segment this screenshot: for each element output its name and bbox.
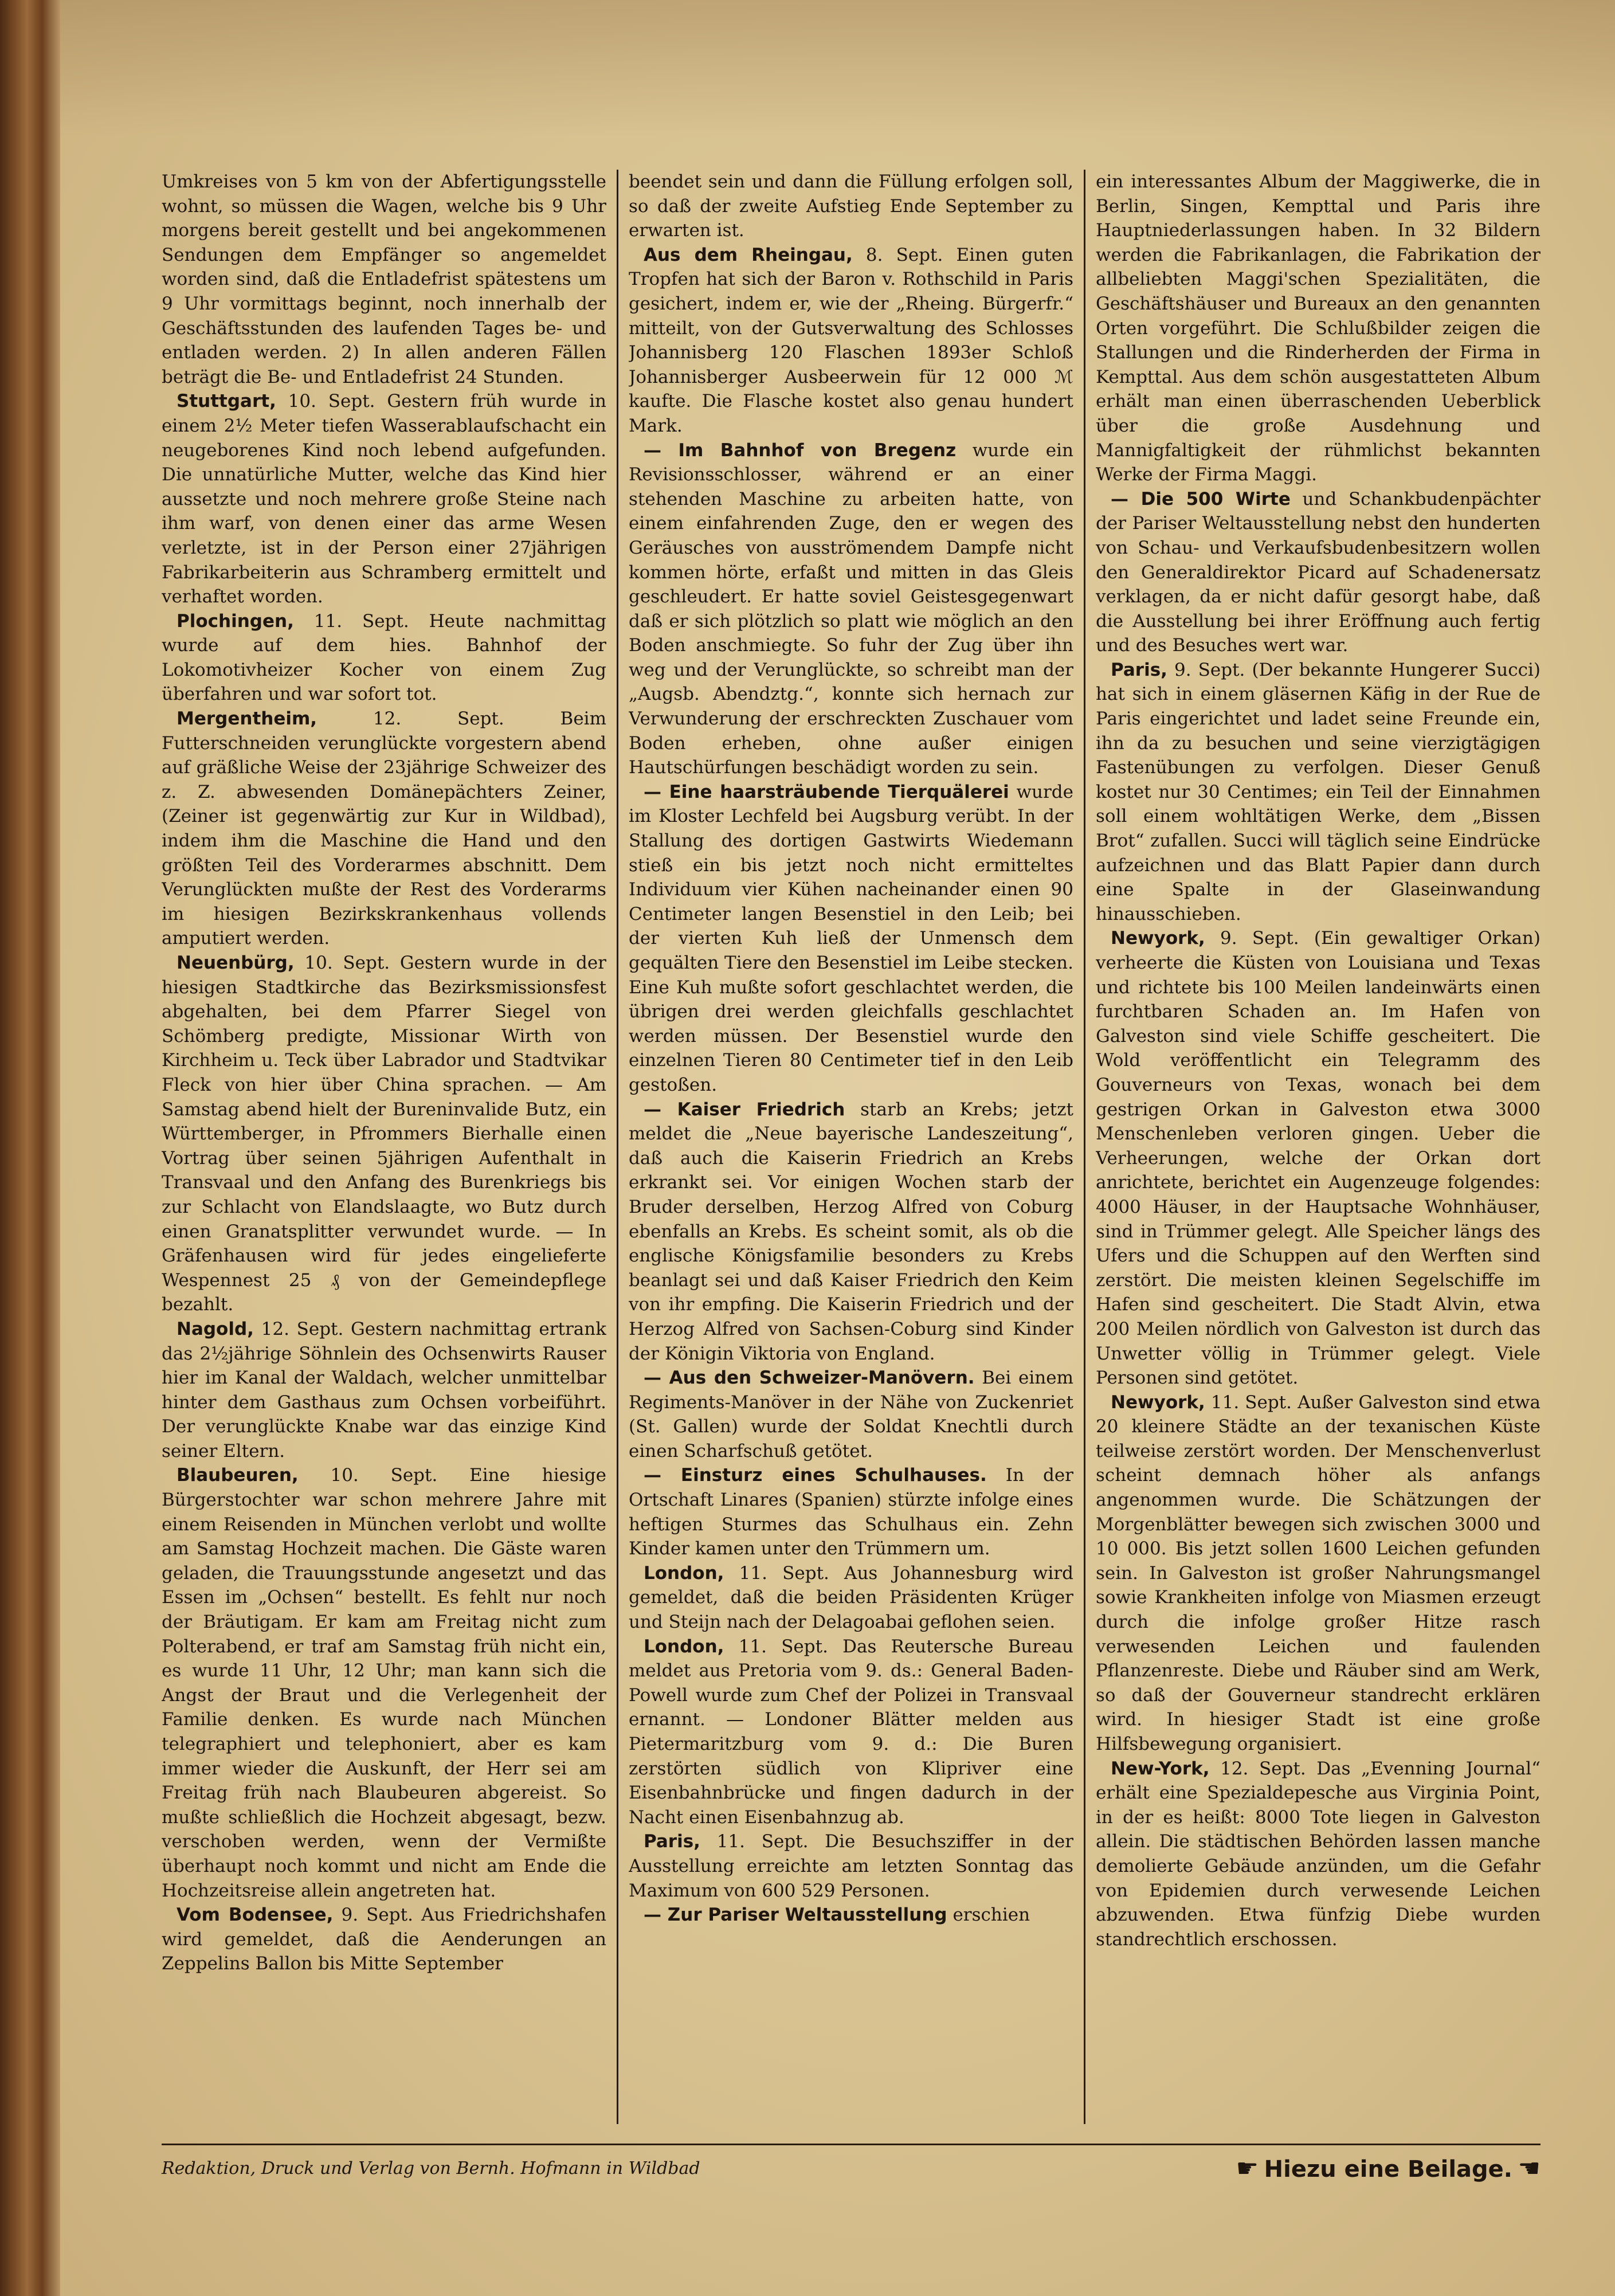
book-spine — [0, 0, 60, 2296]
article-paragraph — [162, 707, 606, 951]
article-text: 9. Sept. Aus Friedrichshafen wird gemeldet, daß die Aenderungen an Zeppelins Ballon bis Mitte September — [162, 1905, 606, 1974]
article-paragraph — [1096, 487, 1540, 658]
article-dateline: London, — [644, 1636, 724, 1657]
article-text: 10. Sept. Gestern früh wurde in einem 2½ Meter tiefen Wasserablaufschacht ein neugeborenes Kind noch lebend aufgefunden. Die unnatürliche Mutter, welche das Kind hier aussetzte und noch mehrere große Steine nach ihm warf, von denen einer das arme Wesen verletzte, ist in der Person einer 27jährigen Fabrikarbeiterin aus Schramberg ermittelt und verhaftet worden. — [162, 391, 606, 608]
pointing-hand-left-icon: ☚ — [1518, 2153, 1540, 2183]
article-dateline: — Im Bahnhof von Bregenz — [644, 440, 957, 461]
article-text: 12. Sept. Gestern nachmittag ertrank das 2½jährige Söhnlein des Ochsenwirts Rauser hier im Kanal der Waldach, welcher unmittelbar hinter dem Gasthaus zum Ochsen vorbeiführt. Der verunglückte Knabe war das einzige Kind seiner Eltern. — [162, 1318, 606, 1462]
article-text: 11. Sept. Außer Galveston sind etwa 20 kleinere Städte an der texanischen Küste teilweise zerstört worden. Der Menschenverlust scheint demnach höher als anfangs angenommen wurde. Die Schätzungen der Morgenblätter bewegen sich zwischen 3000 und 10 000. Bis jetzt sollen 1600 Leichen gefunden sein. In Galveston ist großer Nahrungsmangel sowie Krankheiten infolge von Miasmen erzeugt durch die infolge großer Hitze rasch verwesenden Leichen und faulenden Pflanzenreste. Diebe und Räuber sind am Werk, so daß der Gouverneur standrecht erklären wird. In hiesiger Stadt ist eine große Hilfsbewegung organisiert. — [1096, 1392, 1540, 1754]
article-paragraph — [1096, 1757, 1540, 1952]
article-paragraph — [162, 1317, 606, 1464]
article-paragraph — [629, 1366, 1073, 1463]
column-1 — [162, 170, 606, 2124]
article-paragraph — [162, 1463, 606, 1903]
article-dateline: — Eine haarsträubende Tierquälerei — [644, 781, 1009, 802]
article-dateline: — Aus den Schweizer-Manövern. — [644, 1368, 975, 1389]
article-text: 8. Sept. Einen guten Tropfen hat sich der Baron v. Rothschild in Paris gesichert, indem er, wie der „Rheing. Bürgerfr.“ mitteilt, von der Gutsverwaltung des Schlosses Johannisberg 120 Flaschen 1893er Schloß Johannisberger Ausbeerwein für 12 000 ℳ kaufte. Die Flasche kostet also genau hundert Mark. — [629, 244, 1073, 436]
article-text: 9. Sept. (Ein gewaltiger Orkan) verheerte die Küsten von Louisiana und Texas und richtete bis 100 Meilen landeinwärts einen furchtbaren Schaden an. Im Hafen von Galveston sind viele Schiffe gescheitert. Die Wold veröffentlicht ein Telegramm des Gouverneurs von Texas, wonach bei dem gestrigen Orkan in Galveston etwa 3000 Menschenleben verloren gingen. Ueber die Verheerungen, welche der Orkan dort anrichtete, berichtet ein Augenzeuge folgendes: 4000 Häuser, in der Hauptsache Wohnhäuser, sind in Trümmer gelegt. Alle Speicher längs des Ufers und die Schuppen auf den Werften sind zerstört. Die meisten kleinen Segelschiffe im Hafen sind gescheitert. Die Stadt Alvin, etwa 200 Meilen nördlich von Galveston ist durch das Unwetter völlig in Trümmer gelegt. Viele Personen sind getötet. — [1096, 928, 1540, 1389]
article-paragraph — [162, 389, 606, 609]
article-dateline: Stuttgart, — [177, 391, 276, 412]
article-paragraph — [629, 1635, 1073, 1830]
article-text: wurde im Kloster Lechfeld bei Augsburg verübt. In der Stallung des dortigen Gastwirts Wiedemann stieß ein bis jetzt noch nicht ermitteltes Individuum vier Kühen nacheinander einen 90 Centimeter langen Besenstiel in den Leib; bei der vierten Kuh ließ der Unmensch dem gequälten Tiere den Besenstiel im Leibe stecken. Eine Kuh mußte sofort geschlachtet werden, die übrigen drei werden gleichfalls geschlachtet werden müssen. Der Besenstiel wurde den einzelnen Tieren 80 Centimeter tief in den Leib gestoßen. — [629, 781, 1073, 1095]
article-paragraph — [1096, 170, 1540, 487]
article-dateline: London, — [644, 1562, 724, 1584]
article-text: In der Ortschaft Linares (Spanien) stürzte infolge eines heftigen Sturmes das Schulhaus ein. Zehn Kinder kamen unter den Trümmern um. — [629, 1465, 1073, 1560]
article-text: Bei einem Regiments-Manöver in der Nähe von Zuckenriet (St. Gallen) wurde der Soldat Knechtli durch einen Scharfschuß getötet. — [629, 1368, 1073, 1462]
article-dateline: Paris, — [1111, 659, 1167, 680]
text-columns — [162, 170, 1540, 2124]
article-dateline: Blaubeuren, — [177, 1465, 299, 1486]
article-text: 11. Sept. Aus Johannesburg wird gemeldet, daß die beiden Präsidenten Krüger und Steijn nach der Delagoabai geflohen seien. — [629, 1562, 1073, 1633]
article-paragraph — [162, 170, 606, 389]
imprint-line: Redaktion, Druck und Verlag von Bernh. Hofmann in Wildbad — [162, 2158, 700, 2179]
article-dateline: Neuenbürg, — [177, 953, 295, 973]
article-paragraph — [1096, 1390, 1540, 1757]
article-text: und Schankbudenpächter der Pariser Weltausstellung nebst den hunderten von Schau- und Verkaufsbudenbesitzern wollen den Generaldirektor Picard auf Schadenersatz verklagen, da er nicht dafür gesorgt habe, daß die Ausstellung bei ihrer Eröffnung auch fertig und des Besuches wert war. — [1096, 488, 1540, 656]
article-dateline: Newyork, — [1111, 928, 1205, 949]
article-text: 12. Sept. Beim Futterschneiden verunglückte vorgestern abend auf gräßliche Weise der 23jährige Schweizer des z. Z. abwesenden Domänepächters Zeiner, (Zeiner ist gegenwärtig zur Kur in Wildbad), indem ihm die Maschine die Hand und den größten Teil des Vorderarmes abschnitt. Dem Verunglückten mußte der Rest des Vorderarms im hiesigen Bezirkskrankenhaus vollends amputiert werden. — [162, 708, 606, 949]
article-paragraph — [629, 243, 1073, 438]
insert-notice — [1236, 2154, 1540, 2183]
article-dateline: Aus dem Rheingau, — [644, 244, 853, 265]
insert-notice-text: Hiezu eine Beilage. — [1264, 2156, 1512, 2183]
article-paragraph — [629, 1903, 1073, 1927]
article-paragraph — [629, 780, 1073, 1098]
article-dateline: New-York, — [1111, 1758, 1210, 1779]
article-dateline: Paris, — [644, 1831, 700, 1852]
article-text: 12. Sept. Das „Evenning Journal“ erhält eine Spezialdepesche aus Virginia Point, in der es heißt: 8000 Tote liegen in Galveston allein. Die städtischen Behörden lassen manche demolierte Gebäude anzünden, um die Gefahr von Epidemien durch verwesende Leichen abzuwenden. Etwa fünfzig Diebe wurden standrechtlich erschossen. — [1096, 1758, 1540, 1950]
article-text: wurde ein Revisionsschlosser, während er an einer stehenden Maschine zu arbeiten hatte, von einem einfahrenden Zuge, den er wegen des Geräusches von ausströmendem Dampfe nicht kommen hörte, erfaßt und mitten in das Gleis geschleudert. Er hatte soviel Geistesgegenwart daß er sich plötzlich so platt wie möglich an den Boden anschmiegte. So fuhr der Zug über ihn weg und der Verunglückte, so schreibt man der „Augsb. Abendztg.“, konnte sich hernach zur Verwunderung der erschreckten Zuschauer vom Boden erheben, ohne außer einigen Hautschürfungen beschädigt worden zu sein. — [629, 440, 1073, 778]
column-rule — [1084, 170, 1085, 2124]
article-paragraph — [1096, 926, 1540, 1390]
article-dateline: Nagold, — [177, 1318, 254, 1339]
column-rule — [617, 170, 618, 2124]
article-text: starb an Krebs; jetzt meldet die „Neue bayerische Landeszeitung“, daß auch die Kaiserin Friedrich an Krebs erkrankt sei. Vor einigen Wochen starb der Bruder derselben, Herzog Alfred von Coburg ebenfalls an Krebs. Es scheint somit, als ob die englische Königsfamilie besonders zu Krebs beanlagt sei und daß Kaiser Friedrich den Keim von ihr empfing. Die Kaiserin Friedrich und der Herzog Alfred von Sachsen-Coburg sind Kinder der Königin Viktoria von England. — [629, 1099, 1073, 1364]
pointing-hand-right-icon: ☛ — [1236, 2153, 1259, 2183]
article-paragraph — [162, 951, 606, 1317]
article-dateline: — Zur Pariser Weltausstellung — [644, 1905, 947, 1926]
article-paragraph — [629, 1561, 1073, 1635]
page-footer — [162, 2144, 1540, 2191]
article-text: 9. Sept. (Der bekannte Hungerer Succi) hat sich in einem gläsernen Käfig in der Rue de Paris eingerichtet und ladet seine Freunde ein, ihn da zu besuchen und seine vierzigtägigen Fastenübungen zu verfolgen. Dieser Genuß kostet nur 30 Centimes; ein Teil der Einnahmen soll einem wohltätigen Werke, dem „Bissen Brot“ zufallen. Succi will täglich seine Eindrücke aufzeichnen und das Blatt Papier dann durch eine Spalte in der Glaseinwandung hinausschieben. — [1096, 659, 1540, 924]
article-dateline: Newyork, — [1111, 1392, 1205, 1413]
column-3 — [1096, 170, 1540, 2124]
article-text: 11. Sept. Das Reutersche Bureau meldet aus Pretoria vom 9. ds.: General Baden-Powell wurde zum Chef der Polizei in Transvaal ernannt. — Londoner Blätter melden aus Pietermaritzburg vom 9. d.: Die Buren zerstörten südlich von Klipriver eine Eisenbahnbrücke und fingen dadurch in der Nacht einen Eisenbahnzug ab. — [629, 1636, 1073, 1828]
article-text: Umkreises von 5 km von der Abfertigungsstelle wohnt, so müssen die Wagen, welche bis 9 Uhr morgens bereit gestellt und bei angekommenen Sendungen dem Empfänger so angemeldet worden sind, daß die Entladefrist spätestens um 9 Uhr vormittags beginnt, noch innerhalb der Geschäftsstunden des laufenden Tages be- und entladen werden. 2) In allen anderen Fällen beträgt die Be- und Entladefrist 24 Stunden. — [162, 171, 606, 387]
paper-stain — [60, 0, 1615, 138]
column-2 — [629, 170, 1073, 2124]
article-paragraph — [162, 609, 606, 707]
article-dateline: Mergentheim, — [177, 708, 317, 730]
article-dateline: Plochingen, — [177, 610, 294, 632]
article-text: ein interessantes Album der Maggiwerke, die in Berlin, Singen, Kempttal und Paris ihre Hauptniederlassungen haben. In 32 Bildern werden die Fabrikanlagen, die Fabrikation der allbeliebten Maggi'schen Spezialitäten, die Geschäftshäuser und Bureaux an den genannten Orten vorgeführt. Die Schlußbilder zeigen die Stallungen und die Rinderherden der Firma in Kempttal. Aus dem schön ausgestatteten Album erhält man einen überraschenden Ueberblick über die große Ausdehnung und Mannigfaltigkeit der rühmlichst bekannten Werke der Firma Maggi. — [1096, 171, 1540, 485]
article-paragraph — [629, 1463, 1073, 1561]
article-paragraph — [1096, 658, 1540, 927]
article-dateline: Vom Bodensee, — [177, 1905, 334, 1926]
article-paragraph — [629, 438, 1073, 780]
article-paragraph — [162, 1903, 606, 1976]
article-paragraph — [629, 170, 1073, 243]
article-dateline: — Einsturz eines Schulhauses. — [644, 1465, 987, 1486]
article-text: 11. Sept. Heute nachmittag wurde auf dem hies. Bahnhof der Lokomotivheizer Kocher von einem Zug überfahren und war sofort tot. — [162, 610, 606, 705]
article-text: 11. Sept. Die Besuchsziffer in der Ausstellung erreichte am letzten Sonntag das Maximum von 600 529 Personen. — [629, 1831, 1073, 1901]
article-paragraph — [629, 1829, 1073, 1903]
article-paragraph — [629, 1098, 1073, 1366]
article-text: 10. Sept. Eine hiesige Bürgerstochter war schon mehrere Jahre mit einem Reisenden in München verlobt und wollte am Samstag Hochzeit machen. Die Gäste waren geladen, die Trauungsstunde angesetzt und das Essen im „Ochsen“ bestellt. Es fehlt nur noch der Bräutigam. Er kam am Freitag nicht zum Polterabend, er traf am Samstag früh nicht ein, es wurde 11 Uhr, 12 Uhr; man kann sich die Angst der Braut und die Verlegenheit der Familie denken. Es wurde nach München telegraphiert und telephoniert, aber es kam immer wieder die Auskunft, der Herr sei am Freitag früh nach Blaubeuren abgereist. So mußte schließlich die Hochzeit abgesagt, bezw. verschoben werden, wenn der Vermißte überhaupt noch kommt und nicht am Ende die Hochzeitsreise allein angetreten hat. — [162, 1465, 606, 1901]
article-text: beendet sein und dann die Füllung erfolgen soll, so daß der zweite Aufstieg Ende September zu erwarten ist. — [629, 171, 1073, 241]
article-text: 10. Sept. Gestern wurde in der hiesigen Stadtkirche das Bezirksmissionsfest abgehalten, bei dem Pfarrer Siegel von Schömberg predigte, Missionar Wirth von Kirchheim u. Teck über Labrador und Stadtvikar Fleck von hier über China sprachen. — Am Samstag abend hielt der Bureninvalide Butz, ein Württemberger, in Pfrommers Bierhalle einen Vortrag über seinen 5jährigen Aufenthalt in Transvaal und den Anfang des Burenkriegs bis zur Schlacht von Elandslaagte, wo Butz durch einen Granatsplitter verwundet wurde. — In Gräfenhausen wird für jedes eingelieferte Wespennest 25 ₰ von der Gemeindepflege bezahlt. — [162, 953, 606, 1315]
article-dateline: — Kaiser Friedrich — [644, 1099, 845, 1120]
article-text: erschien — [952, 1905, 1030, 1926]
article-dateline: — Die 500 Wirte — [1111, 488, 1291, 510]
